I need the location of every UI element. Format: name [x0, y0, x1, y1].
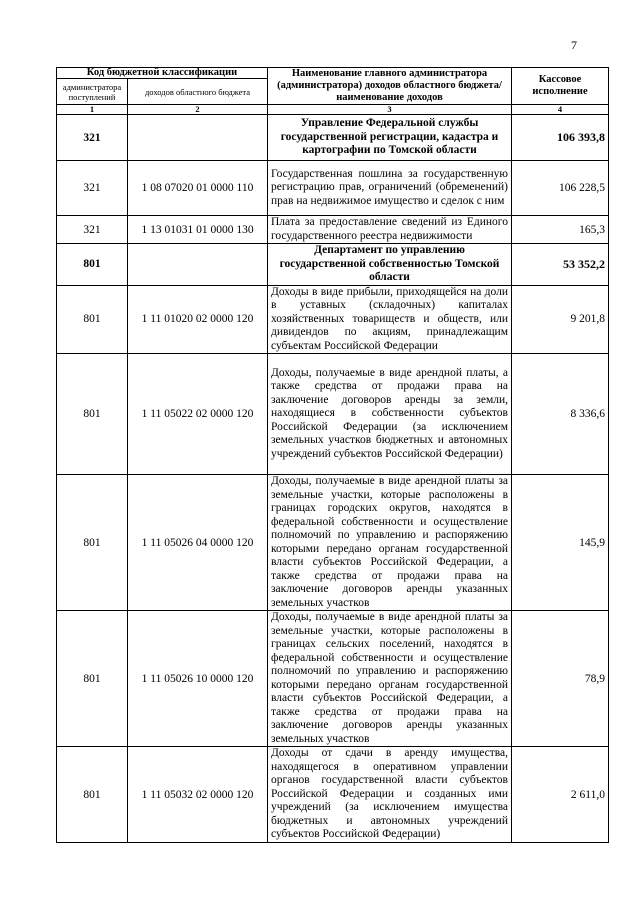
- admin-code-cell: 801: [57, 354, 128, 475]
- income-name-cell: Доходы, получаемые в виде арендной платы за земельные участки, которые расположены в границах городских округов, находятся в федеральной собственности и осуществление полномочий по управлению и распоряжению которыми передано органам государственной власти субъектов Российской Федерации, а также средства от продажи права на заключение договоров аренды указанных земельных участков: [268, 475, 512, 611]
- cash-amount-cell: 106 228,5: [512, 161, 609, 216]
- admin-code-cell: 321: [57, 161, 128, 216]
- income-name-cell: Доходы в виде прибыли, приходящейся на доли в уставных (складочных) капиталах хозяйственных товариществ и обществ, или дивидендов по акциям, принадлежащим субъектам Российской Федерации: [268, 285, 512, 354]
- table-body: [57, 115, 609, 843]
- cash-amount-cell: 53 352,2: [512, 244, 609, 286]
- income-name-cell: Доходы от сдачи в аренду имущества, находящегося в оперативном управлении органов государственной власти субъектов Российской Федерации и созданных ими учреждений (за исключением имущества бюджетных и автономных учреждений субъектов Российской Федерации): [268, 747, 512, 843]
- admin-code-cell: 801: [57, 244, 128, 286]
- header-administrator-name: Наименование главного администратора (администратора) доходов областного бюджета/ наименование доходов: [268, 68, 512, 105]
- admin-code-cell: 801: [57, 285, 128, 354]
- income-name-cell: Департамент по управлению государственной собственностью Томской области: [268, 244, 512, 286]
- header-col-number: 2: [128, 105, 268, 115]
- income-name-cell: Плата за предоставление сведений из Единого государственного реестра недвижимости: [268, 216, 512, 244]
- table-row: [57, 354, 609, 475]
- cash-amount-cell: 165,3: [512, 216, 609, 244]
- budget-table: [56, 67, 609, 843]
- cash-amount-cell: 106 393,8: [512, 115, 609, 161]
- table-row: [57, 475, 609, 611]
- cash-amount-cell: 145,9: [512, 475, 609, 611]
- table-row: [57, 285, 609, 354]
- header-classification-code: Код бюджетной классификации: [57, 68, 268, 79]
- income-code-cell: 1 11 05022 02 0000 120: [128, 354, 268, 475]
- income-code-cell: [128, 115, 268, 161]
- cash-amount-cell: 2 611,0: [512, 747, 609, 843]
- admin-code-cell: 321: [57, 216, 128, 244]
- income-name-cell: Государственная пошлина за государственную регистрацию прав, ограничений (обременений) прав на недвижимое имущество и сделок с ним: [268, 161, 512, 216]
- admin-code-cell: 321: [57, 115, 128, 161]
- header-income-column: доходов областного бюджета: [128, 79, 268, 105]
- cash-amount-cell: 8 336,6: [512, 354, 609, 475]
- income-code-cell: 1 11 05032 02 0000 120: [128, 747, 268, 843]
- table-row: [57, 216, 609, 244]
- income-name-cell: Управление Федеральной службы государственной регистрации, кадастра и картографии по Томской области: [268, 115, 512, 161]
- header-admin-column: администратора поступлений: [57, 79, 128, 105]
- income-code-cell: 1 11 05026 04 0000 120: [128, 475, 268, 611]
- page-number: 7: [571, 38, 577, 52]
- header-col-number: 3: [268, 105, 512, 115]
- cash-amount-cell: 9 201,8: [512, 285, 609, 354]
- section-row: [57, 244, 609, 286]
- table-row: [57, 611, 609, 747]
- income-name-cell: Доходы, получаемые в виде арендной платы за земельные участки, которые расположены в границах сельских поселений, находятся в федеральной собственности и осуществление полномочий по управлению и распоряжению которыми передано органам государственной власти субъектов Российской Федерации, а также средства от продажи права на заключение договоров аренды указанных земельных участков: [268, 611, 512, 747]
- section-row: [57, 115, 609, 161]
- header-col-number: 1: [57, 105, 128, 115]
- cash-amount-cell: 78,9: [512, 611, 609, 747]
- income-code-cell: 1 11 01020 02 0000 120: [128, 285, 268, 354]
- admin-code-cell: 801: [57, 475, 128, 611]
- header-col-number: 4: [512, 105, 609, 115]
- admin-code-cell: 801: [57, 611, 128, 747]
- table-row: [57, 747, 609, 843]
- income-code-cell: 1 11 05026 10 0000 120: [128, 611, 268, 747]
- income-code-cell: 1 08 07020 01 0000 110: [128, 161, 268, 216]
- income-name-cell: Доходы, получаемые в виде арендной платы, а также средства от продажи права на заключение договоров аренды за земли, находящиеся в собственности субъектов Российской Федерации (за исключением земельных участков бюджетных и автономных учреждений субъектов Российской Федерации): [268, 354, 512, 475]
- admin-code-cell: 801: [57, 747, 128, 843]
- income-code-cell: 1 13 01031 01 0000 130: [128, 216, 268, 244]
- header-cash-execution: Кассовое исполнение: [512, 68, 609, 105]
- table-row: [57, 161, 609, 216]
- income-code-cell: [128, 244, 268, 286]
